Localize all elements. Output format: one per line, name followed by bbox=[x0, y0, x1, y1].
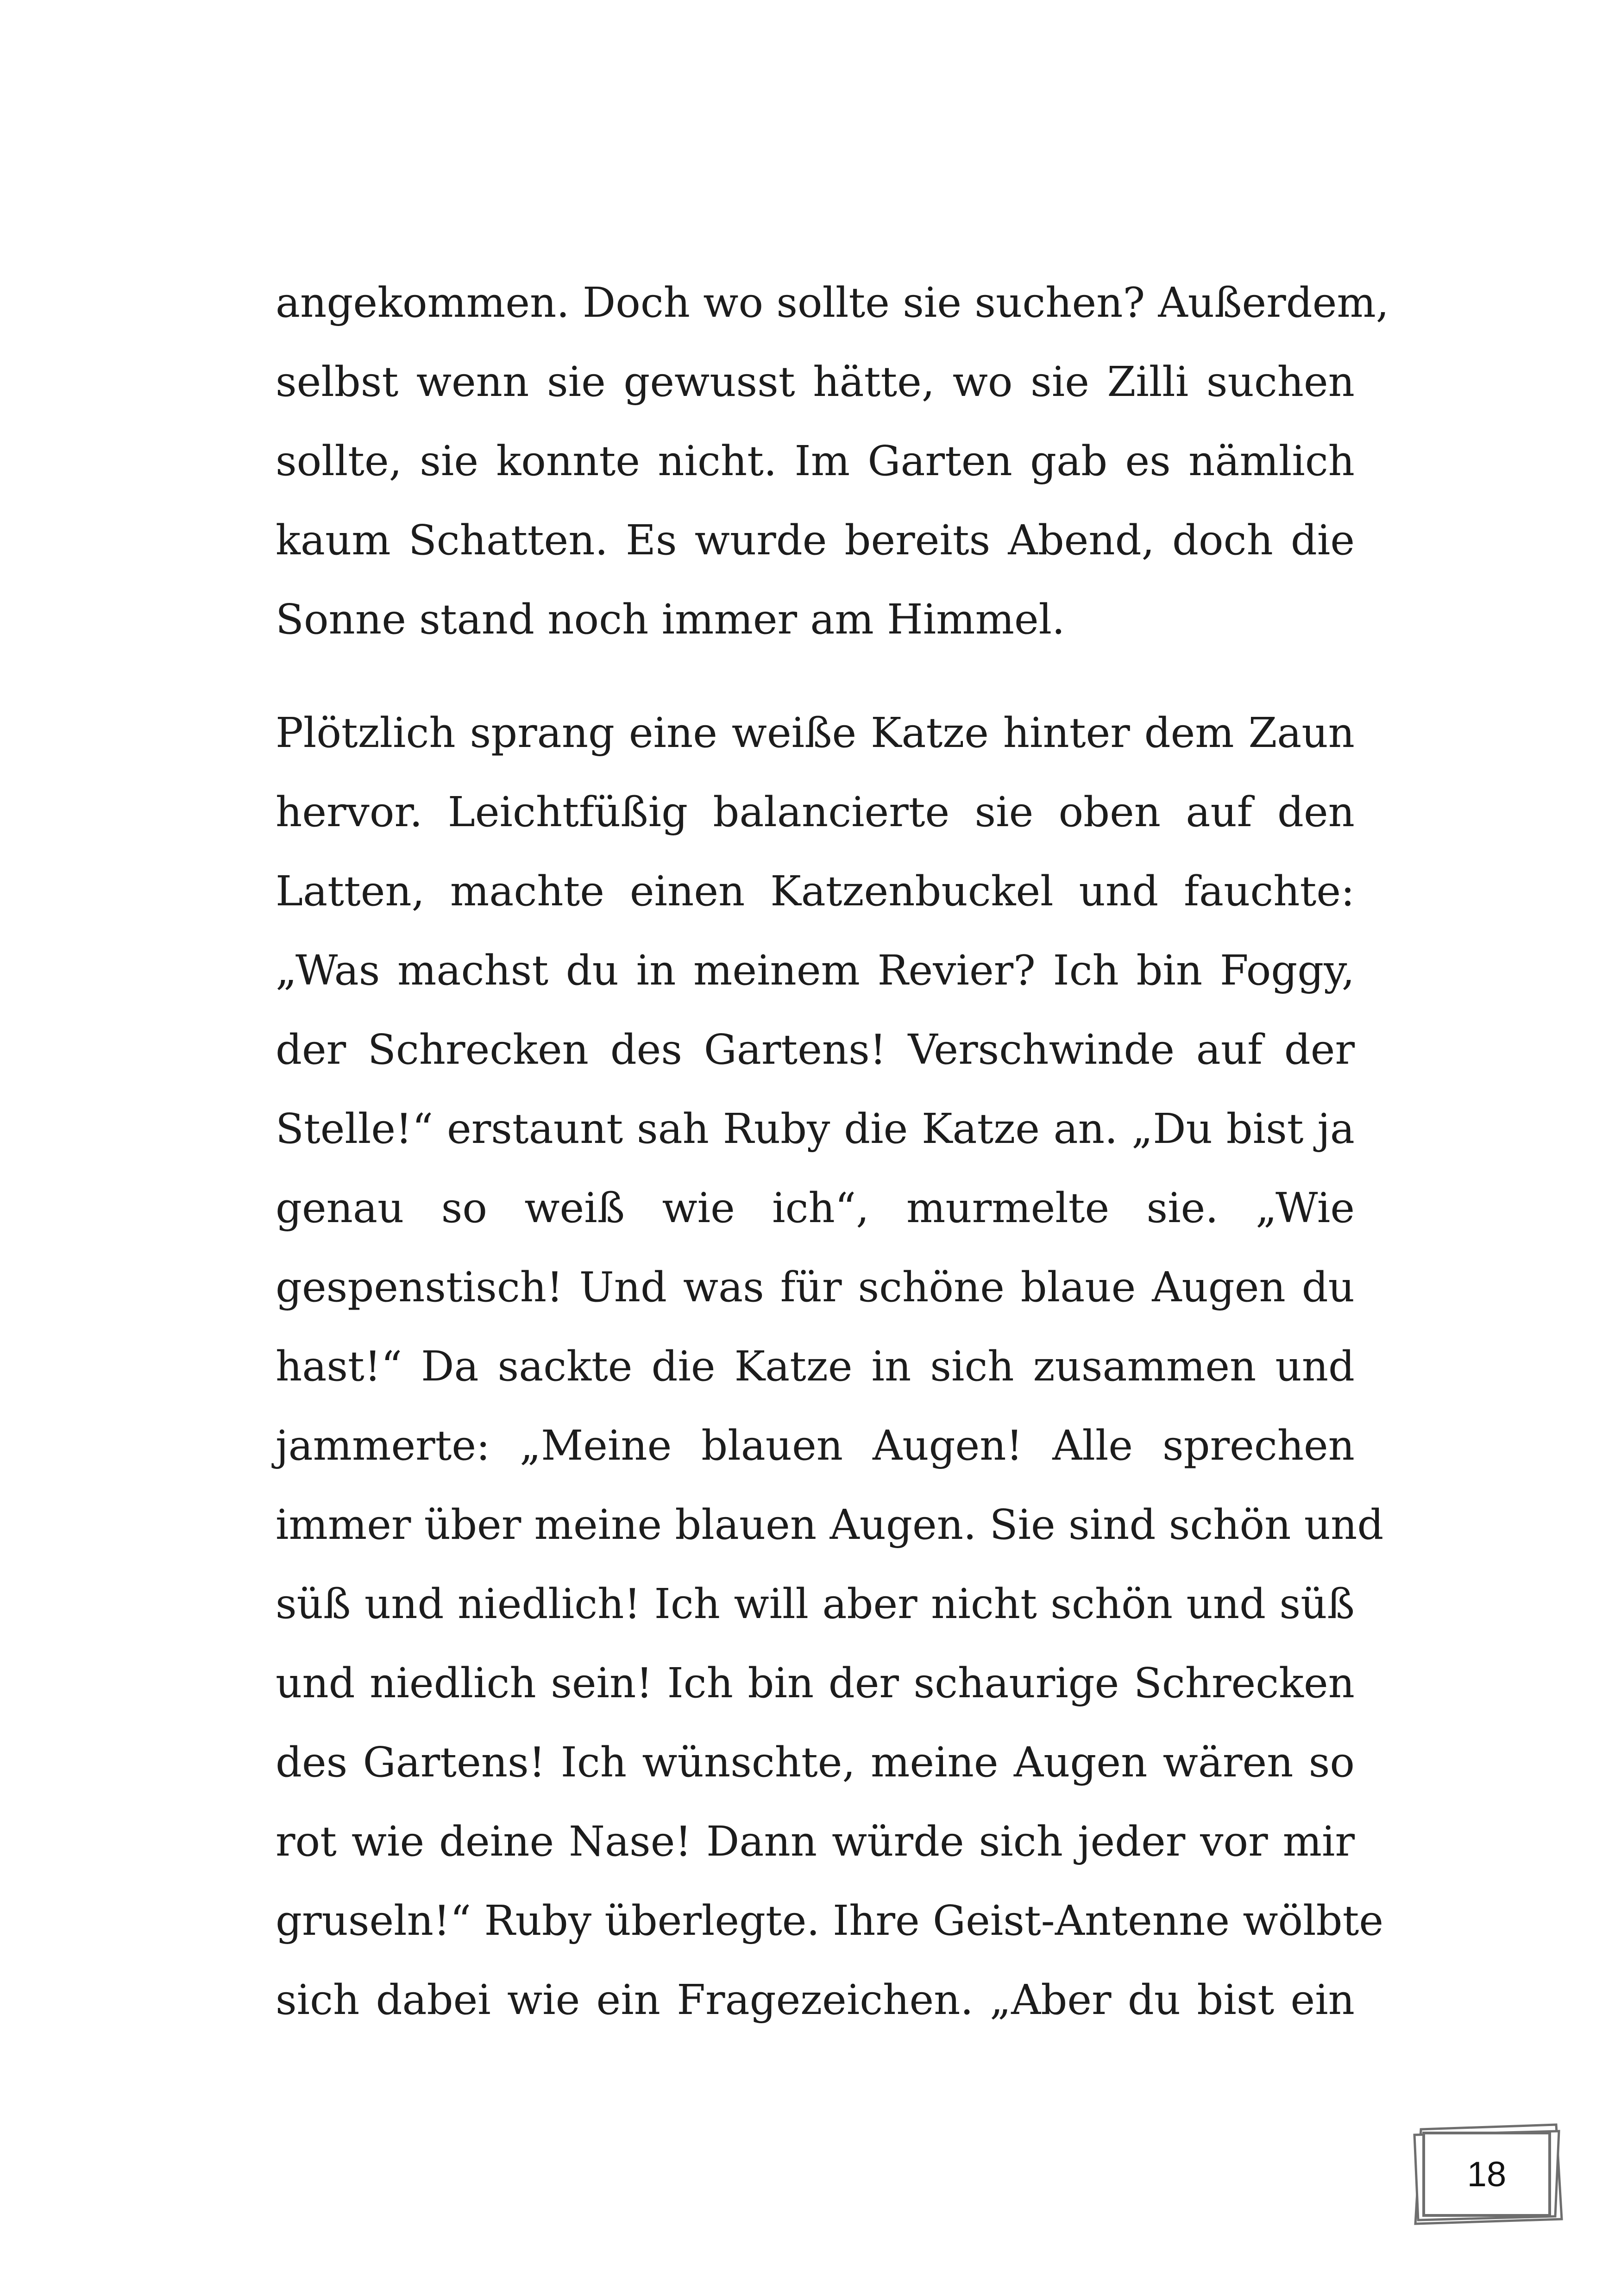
text-line: sollte, sie konnte nicht. Im Garten gab es nämlich bbox=[276, 437, 1355, 485]
text-line: angekommen. Doch wo sollte sie suchen? Außerdem, bbox=[276, 278, 1389, 326]
text-line: kaum Schatten. Es wurde bereits Abend, doch die bbox=[276, 516, 1355, 564]
text-line: immer über meine blauen Augen. Sie sind schön und bbox=[276, 1500, 1384, 1549]
page-number-frame bbox=[1408, 2121, 1565, 2227]
text-line: Stelle!“ erstaunt sah Ruby die Katze an. „Du bist ja bbox=[276, 1104, 1355, 1153]
paragraph-1 bbox=[276, 263, 1389, 659]
text-line: selbst wenn sie gewusst hätte, wo sie Zilli suchen bbox=[276, 358, 1355, 406]
text-line: der Schrecken des Gartens! Verschwinde auf der bbox=[276, 1025, 1355, 1073]
text-line: jammerte: „Meine blauen Augen! Alle sprechen bbox=[276, 1421, 1355, 1469]
text-line: hast!“ Da sackte die Katze in sich zusammen und bbox=[276, 1342, 1355, 1390]
text-line: Sonne stand noch immer am Himmel. bbox=[276, 595, 1065, 643]
text-line: rot wie deine Nase! Dann würde sich jeder vor mir bbox=[276, 1817, 1355, 1865]
text-line: hervor. Leichtfüßig balancierte sie oben auf den bbox=[276, 788, 1355, 836]
text-line: „Was machst du in meinem Revier? Ich bin Foggy, bbox=[276, 946, 1355, 994]
text-line: Latten, machte einen Katzenbuckel und fauchte: bbox=[276, 867, 1355, 915]
text-line: des Gartens! Ich wünschte, meine Augen wären so bbox=[276, 1738, 1355, 1786]
text-line: und niedlich sein! Ich bin der schaurige Schrecken bbox=[276, 1659, 1355, 1707]
page-number: 18 bbox=[1467, 2154, 1507, 2194]
text-line: süß und niedlich! Ich will aber nicht schön und süß bbox=[276, 1580, 1355, 1628]
text-line: sich dabei wie ein Fragezeichen. „Aber du bist ein bbox=[276, 1976, 1355, 2024]
text-line: Plötzlich sprang eine weiße Katze hinter dem Zaun bbox=[276, 709, 1355, 757]
text-line: gespenstisch! Und was für schöne blaue Augen du bbox=[276, 1263, 1355, 1311]
text-line: gruseln!“ Ruby überlegte. Ihre Geist-Antenne wölbte bbox=[276, 1896, 1384, 1945]
text-line: genau so weiß wie ich“, murmelte sie. „Wie bbox=[276, 1184, 1355, 1232]
paragraph-2 bbox=[276, 693, 1384, 2039]
